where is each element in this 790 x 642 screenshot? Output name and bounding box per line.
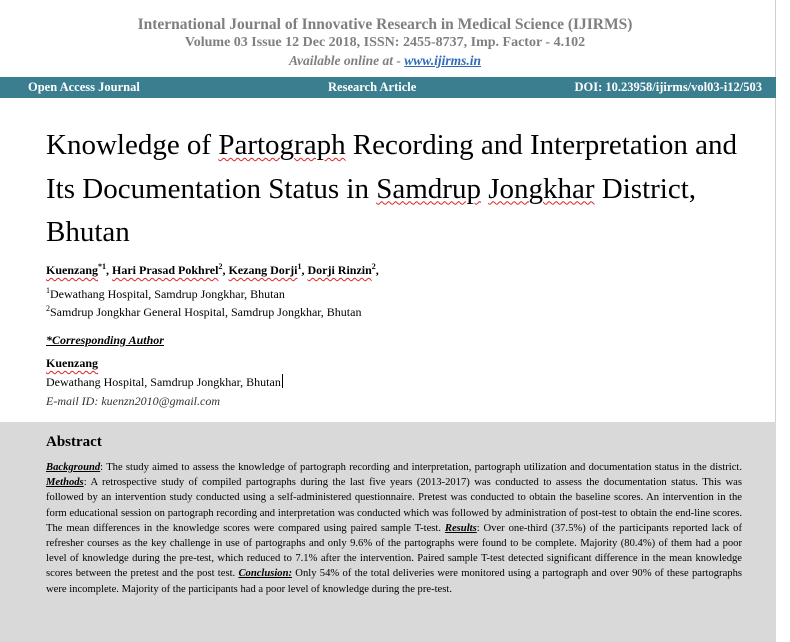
background-label: Background: [46, 462, 101, 473]
availability-prefix: Available online at -: [288, 53, 405, 68]
methods-text: : A retrospective study of compiled partographs during the last five years (2013-2017) was conducted to assess the documentation status. This was followed by an intervention study conducted using a self-administered questionnaire. Pretest was conducted to obtain the baseline scores. An intervention in the form educational session on partograph recording and interpretation was conducted which was followed by administration of post-test to obtain the end-line scores. The mean differences in the knowledge scores were compared using paired sample T-test.: [46, 477, 742, 534]
page-edge: [775, 0, 790, 642]
affiliation-text: Dewathang Hospital, Samdrup Jongkhar, Bhutan: [50, 287, 285, 301]
journal-header: [0, 16, 770, 69]
affiliation-1: [46, 286, 285, 302]
affiliation-text: Samdrup Jongkhar General Hospital, Samdrup Jongkhar, Bhutan: [50, 305, 362, 319]
journal-url-link[interactable]: www.ijirms.in: [404, 53, 482, 68]
title-part: Partograph: [218, 129, 346, 161]
doi-label: DOI: 10.23958/ijirms/vol03-i12/503: [574, 80, 762, 94]
text-cursor: [282, 374, 283, 388]
author-name: Dorji Rinzin: [307, 263, 372, 277]
title-part: Jongkhar: [488, 172, 595, 205]
author-list: Kuenzang$^{*1}$, Hari Prasad Pokhrel$^2$, Kezang Dorji$^1$, Dorji Rinzin$^2$,: [46, 262, 379, 277]
corresponding-author-label: [46, 333, 164, 348]
corresponding-label-text: *Corresponding Author: [46, 333, 164, 347]
background-text: : The study aimed to assess the knowledge of partograph recording and interpretation, partograph utilization and documentation status in the district.: [100, 462, 742, 473]
journal-availability: [0, 52, 770, 69]
corresponding-name-text: Kuenzang: [46, 356, 99, 370]
article-type-label: Research Article: [328, 80, 417, 94]
corresponding-author-name: [46, 356, 98, 371]
journal-volume: Volume 03 Issue 12 Dec 2018, ISSN: 2455-8737, Imp. Factor - 4.102: [184, 35, 586, 50]
open-access-label: Open Access Journal: [28, 80, 140, 94]
abstract-body: [46, 460, 742, 597]
title-part: Recording and Interpretation and Its Documentation Status in: [46, 129, 737, 205]
affiliation-number: 1: [46, 286, 50, 295]
methods-label: Methods: [46, 477, 84, 489]
author-affiliation-mark: 2: [218, 262, 223, 271]
corresponding-address-text: Dewathang Hospital, Samdrup Jongkhar, Bhutan: [46, 375, 281, 389]
title-part: Samdrup: [376, 172, 481, 205]
journal-name: International Journal of Innovative Research in Medical Science (IJIRMS): [137, 16, 633, 33]
author-name: Kezang Dorji: [228, 263, 298, 277]
author-affiliation-mark: 1: [297, 262, 302, 271]
paper-title: [46, 124, 746, 255]
corresponding-author-address[interactable]: [46, 374, 283, 390]
title-part: District, Bhutan: [46, 172, 697, 248]
affiliation-2: [46, 304, 361, 320]
corresponding-author-email: E-mail ID: kuenzn2010@gmail.com: [46, 394, 221, 408]
results-text: : Over one-third (37.5%) of the participants reported lack of refresher courses as the key challenge in use of partographs and only 9.6% of the partographs were found to be complete. Majority (80.4%) of them had a poor level of knowledge during the pre-test, which reduced to 7.1% after the intervention. Paired sample T-test detected significant difference in the mean knowledge scores between the pretest and the post test.: [46, 522, 742, 580]
author-name: Kuenzang: [46, 263, 99, 277]
author-affiliation-mark: 2: [371, 262, 376, 271]
conclusion-label: Conclusion:: [238, 568, 293, 580]
conclusion-text: Only 54% of the total deliveries were monitored using a partograph and over 90% of these partographs were incomplete. Majority of the participants had a poor level of knowledge during the pre-test.: [46, 568, 742, 595]
abstract-heading: Abstract: [46, 434, 102, 450]
title-part: Knowledge of: [46, 129, 219, 161]
results-label: Results: [444, 522, 477, 534]
affiliation-number: 2: [46, 304, 50, 313]
article-banner: [0, 77, 776, 98]
author-name: Hari Prasad Pokhrel: [112, 263, 219, 277]
author-affiliation-mark: *1: [98, 262, 107, 271]
